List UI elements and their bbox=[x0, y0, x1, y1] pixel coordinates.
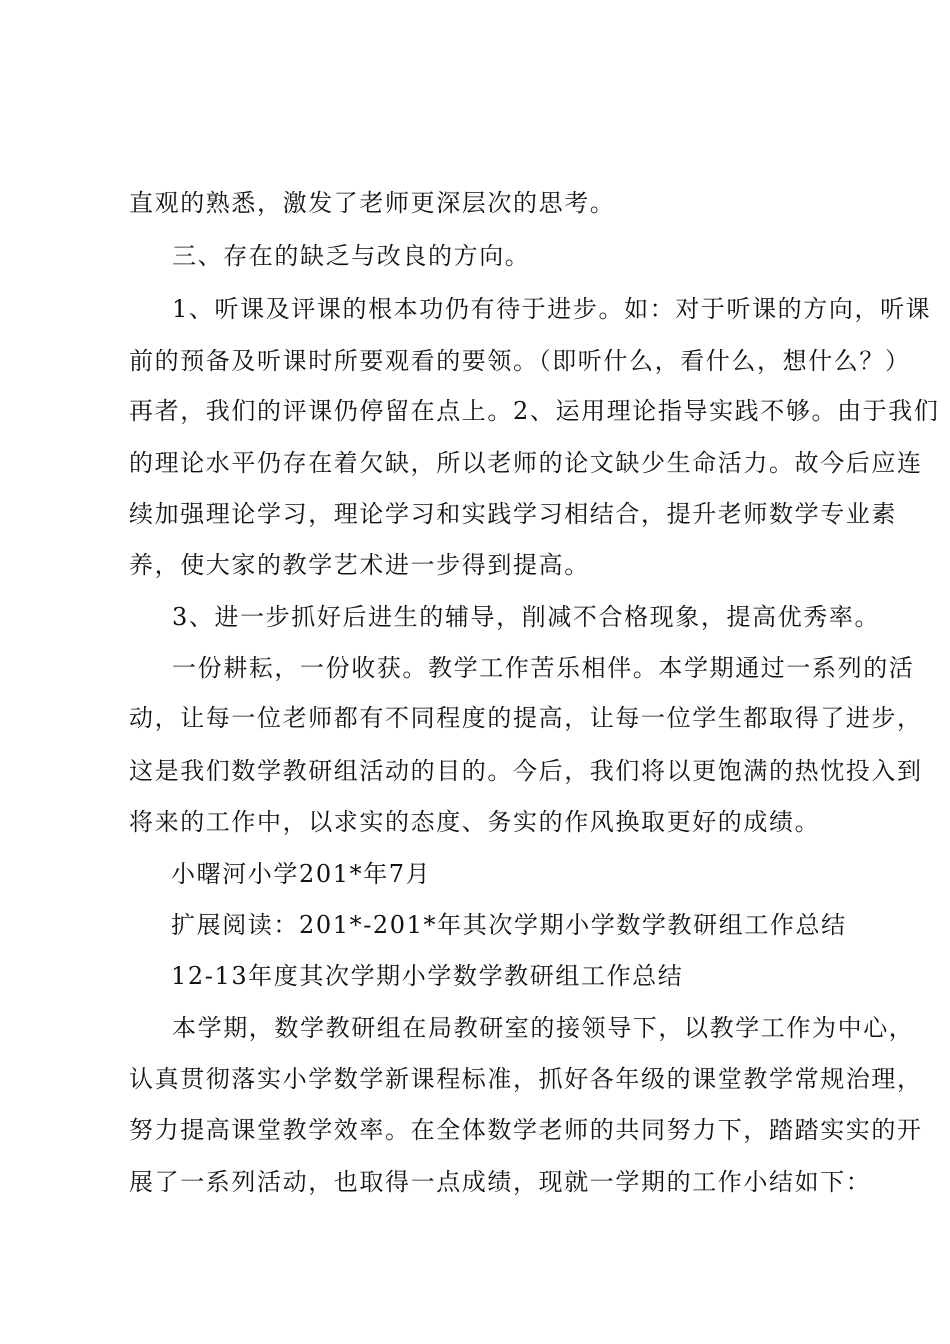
text-line: 直观的熟悉，激发了老师更深层次的思考。 bbox=[129, 189, 616, 217]
text-line: 养，使大家的教学艺术进一步得到提高。 bbox=[129, 551, 590, 579]
text-line: 动，让每一位老师都有不同程度的提高，让每一位学生都取得了进步， bbox=[129, 704, 923, 732]
text-line: 续加强理论学习，理论学习和实践学习相结合，提升老师数学专业素 bbox=[129, 500, 897, 528]
extended-reading-title: 扩展阅读：201*-201*年其次学期小学数学教研组工作总结 bbox=[171, 911, 847, 939]
text-line: 展了一系列活动，也取得一点成绩，现就一学期的工作小结如下： bbox=[129, 1168, 872, 1196]
text-line: 再者，我们的评课仍停留在点上。2、运用理论指导实践不够。由于我们 bbox=[129, 397, 940, 425]
text-line: 这是我们数学教研组活动的目的。今后，我们将以更饱满的热忱投入到 bbox=[129, 757, 923, 785]
text-line: 本学期，数学教研组在局教研室的接领导下，以教学工作为中心， bbox=[172, 1014, 915, 1042]
signature-line: 小曙河小学201*年7月 bbox=[171, 860, 432, 888]
text-line: 将来的工作中，以求实的态度、务实的作风换取更好的成绩。 bbox=[129, 808, 821, 836]
text-line: 的理论水平仍存在着欠缺，所以老师的论文缺少生命活力。故今后应连 bbox=[129, 449, 923, 477]
section-heading: 三、存在的缺乏与改良的方向。 bbox=[172, 242, 531, 270]
text-line: 前的预备及听课时所要观看的要领。（即听什么，看什么，想什么？） bbox=[129, 347, 911, 375]
text-line: 1、听课及评课的根本功仍有待于进步。如：对于听课的方向，听课 bbox=[172, 295, 932, 323]
document-title: 12-13年度其次学期小学数学教研组工作总结 bbox=[171, 962, 684, 990]
text-line: 3、进一步抓好后进生的辅导，削减不合格现象，提高优秀率。 bbox=[172, 603, 881, 631]
text-line: 努力提高课堂教学效率。在全体数学老师的共同努力下，踏踏实实的开 bbox=[129, 1116, 923, 1144]
text-line: 认真贯彻落实小学数学新课程标准，抓好各年级的课堂教学常规治理， bbox=[129, 1065, 923, 1093]
text-line: 一份耕耘，一份收获。教学工作苦乐相伴。本学期通过一系列的活 bbox=[172, 654, 915, 682]
